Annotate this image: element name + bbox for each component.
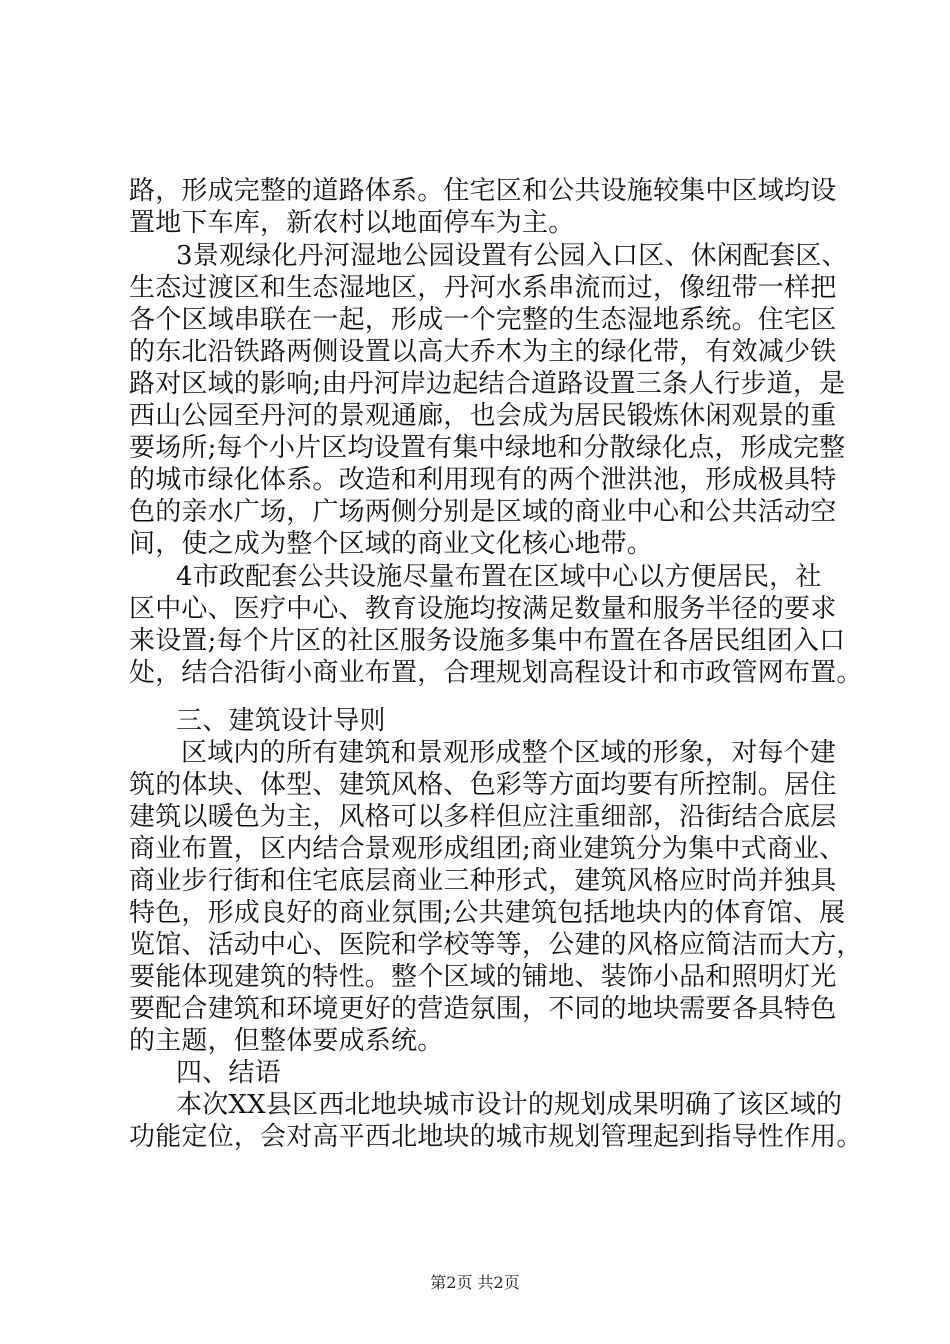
body-text-line: 商业布置，区内结合景观形成组团;商业建筑分为集中式商业、	[129, 834, 846, 864]
body-text-line: 区中心、医疗中心、教育设施均按满足数量和服务半径的要求	[129, 594, 837, 624]
body-text-line: 生态过渡区和生态湿地区，丹河水系串流而过，像纽带一样把	[129, 273, 837, 303]
body-text-line: 筑的体块、体型、建筑风格、色彩等方面均要有所控制。居住	[129, 770, 837, 800]
paragraph-4-start: 4市政配套公共设施尽量布置在区域中心以方便居民，社	[176, 562, 822, 592]
body-text-line: 的东北沿铁路两侧设置以高大乔木为主的绿化带，有效减少铁	[129, 337, 837, 367]
paragraph-3-start: 3景观绿化丹河湿地公园设置有公园入口区、休闲配套区、	[176, 241, 848, 271]
paragraph-architecture-start: 区域内的所有建筑和景观形成整个区域的形象，对每个建	[181, 738, 837, 768]
body-text-line: 功能定位，会对高平西北地块的城市规划管理起到指导性作用。	[129, 1122, 863, 1152]
body-text-line: 要配合建筑和环境更好的营造氛围，不同的地块需要各具特色	[129, 994, 837, 1024]
body-text-line: 览馆、活动中心、医院和学校等等，公建的风格应简洁而大方，	[129, 930, 863, 960]
body-text-line: 置地下车库，新农村以地面停车为主。	[129, 208, 575, 238]
body-text-line: 来设置;每个片区的社区服务设施多集中布置在各居民组团入口	[129, 626, 846, 656]
body-text-line: 商业步行街和住宅底层商业三种形式，建筑风格应时尚并独具	[129, 866, 837, 896]
body-text-line: 间，使之成为整个区域的商业文化核心地带。	[129, 529, 654, 559]
body-text-line: 特色，形成良好的商业氛围;公共建筑包括地块内的体育馆、展	[129, 898, 846, 928]
body-text-line: 西山公园至丹河的景观通廊，也会成为居民锻炼休闲观景的重	[129, 401, 837, 431]
body-text-line: 处，结合沿街小商业布置，合理规划高程设计和市政管网布置。	[129, 658, 863, 688]
body-text-line: 的主题，但整体要成系统。	[129, 1026, 444, 1056]
body-text-line: 色的亲水广场，广场两侧分别是区域的商业中心和公共活动空	[129, 497, 837, 527]
body-text-line: 各个区域串联在一起，形成一个完整的生态湿地系统。住宅区	[129, 305, 837, 335]
body-text-line: 要能体现建筑的特性。整个区域的铺地、装饰小品和照明灯光	[129, 962, 837, 992]
body-text-line: 路，形成完整的道路体系。住宅区和公共设施较集中区域均设	[129, 176, 837, 206]
body-text-line: 路对区域的影响;由丹河岸边起结合道路设置三条人行步道，是	[129, 369, 846, 399]
body-text-line: 的城市绿化体系。改造和利用现有的两个泄洪池，形成极具特	[129, 465, 837, 495]
body-text-line: 建筑以暖色为主，风格可以多样但应注重细部，沿街结合底层	[129, 802, 837, 832]
paragraph-conclusion-start: 本次XX县区西北地块城市设计的规划成果明确了该区域的	[176, 1090, 843, 1120]
body-text-line: 要场所;每个小片区均设置有集中绿地和分散绿化点，形成完整	[129, 433, 846, 463]
section-heading-conclusion: 四、结语	[176, 1058, 281, 1088]
page-number-footer: 第2页 共2页	[430, 1273, 520, 1292]
section-heading-architecture: 三、建筑设计导则	[176, 706, 386, 736]
